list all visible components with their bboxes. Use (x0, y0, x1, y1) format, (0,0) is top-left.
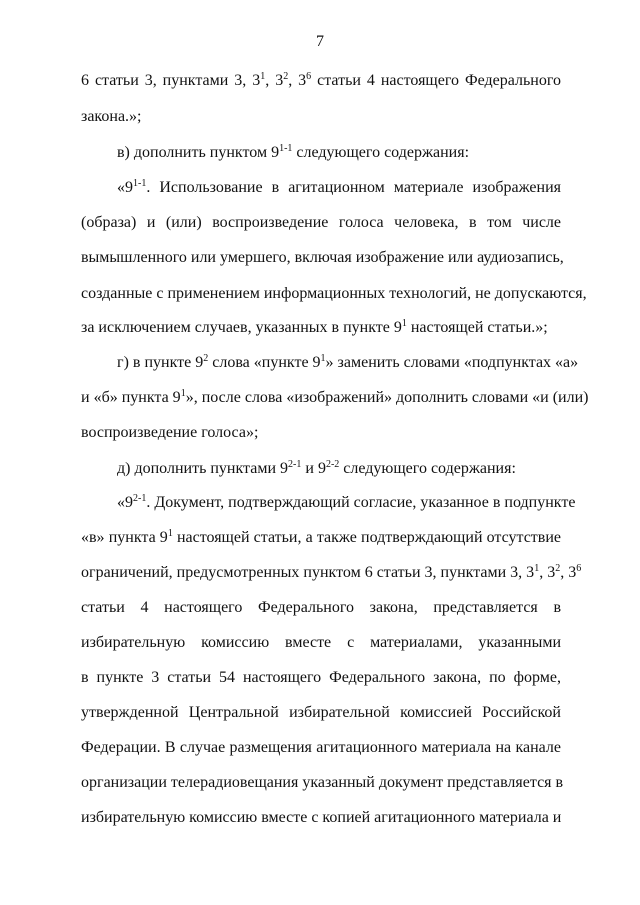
text-line: 6 статьи 3, пунктами 3, $3^1$, $3^2$, $3^6$ статьи 4 настоящего Федерального (81, 71, 561, 89)
text-line: «9$^{2-1}$. Документ, подтверждающий согласие, указанное в подпункте (117, 493, 576, 511)
text-line: ограничений, предусмотренных пунктом 6 статьи 3, пунктами 3, $3^1$, $3^2$, $3^6$ (81, 563, 582, 581)
text-line: и «б» пункта $9^1$», после слова «изображений» дополнить словами «и (или) (81, 388, 589, 406)
text-line: избирательную комиссию вместе с материалами, указанными (81, 634, 561, 651)
text-line: избирательную комиссию вместе с копией агитационного материала и (81, 809, 562, 826)
text-line: созданные с применением информационных технологий, не допускаются, (81, 285, 587, 302)
text-line: воспроизведение голоса»; (81, 424, 259, 441)
text-line: за исключением случаев, указанных в пункте $9^1$ настоящей статьи.»; (81, 318, 548, 336)
text-line: организации телерадиовещания указанный документ представляется в (81, 774, 564, 791)
text-line: в) дополнить пунктом 9$^{1-1}$ следующего содержания: (117, 143, 470, 161)
text-line: статьи 4 настоящего Федерального закона, представляется в (81, 599, 561, 616)
text-line: «9$^{1-1}$. Использование в агитационном материале изображения (117, 178, 561, 196)
text-line: г) в пункте $9^2$ слова «пункте $9^1$» заменить словами «подпунктах «а» (117, 353, 579, 371)
text-line: закона.»; (81, 108, 142, 125)
text-line: утвержденной Центральной избирательной комиссией Российской (81, 704, 561, 721)
text-line: в пункте 3 статьи 54 настоящего Федерального закона, по форме, (81, 669, 561, 686)
text-line: д) дополнить пунктами 9$^{2-1}$ и 9$^{2-2}$ следующего содержания: (117, 459, 516, 477)
text-line: Федерации. В случае размещения агитационного материала на канале (81, 739, 561, 756)
text-line: вымышленного или умершего, включая изображение или аудиозапись, (81, 249, 564, 266)
text-line: (образа) и (или) воспроизведение голоса человека, в том числе (81, 214, 561, 231)
page-number: 7 (316, 33, 324, 50)
text-line: «в» пункта $9^1$ настоящей статьи, а также подтверждающий отсутствие (81, 528, 562, 546)
